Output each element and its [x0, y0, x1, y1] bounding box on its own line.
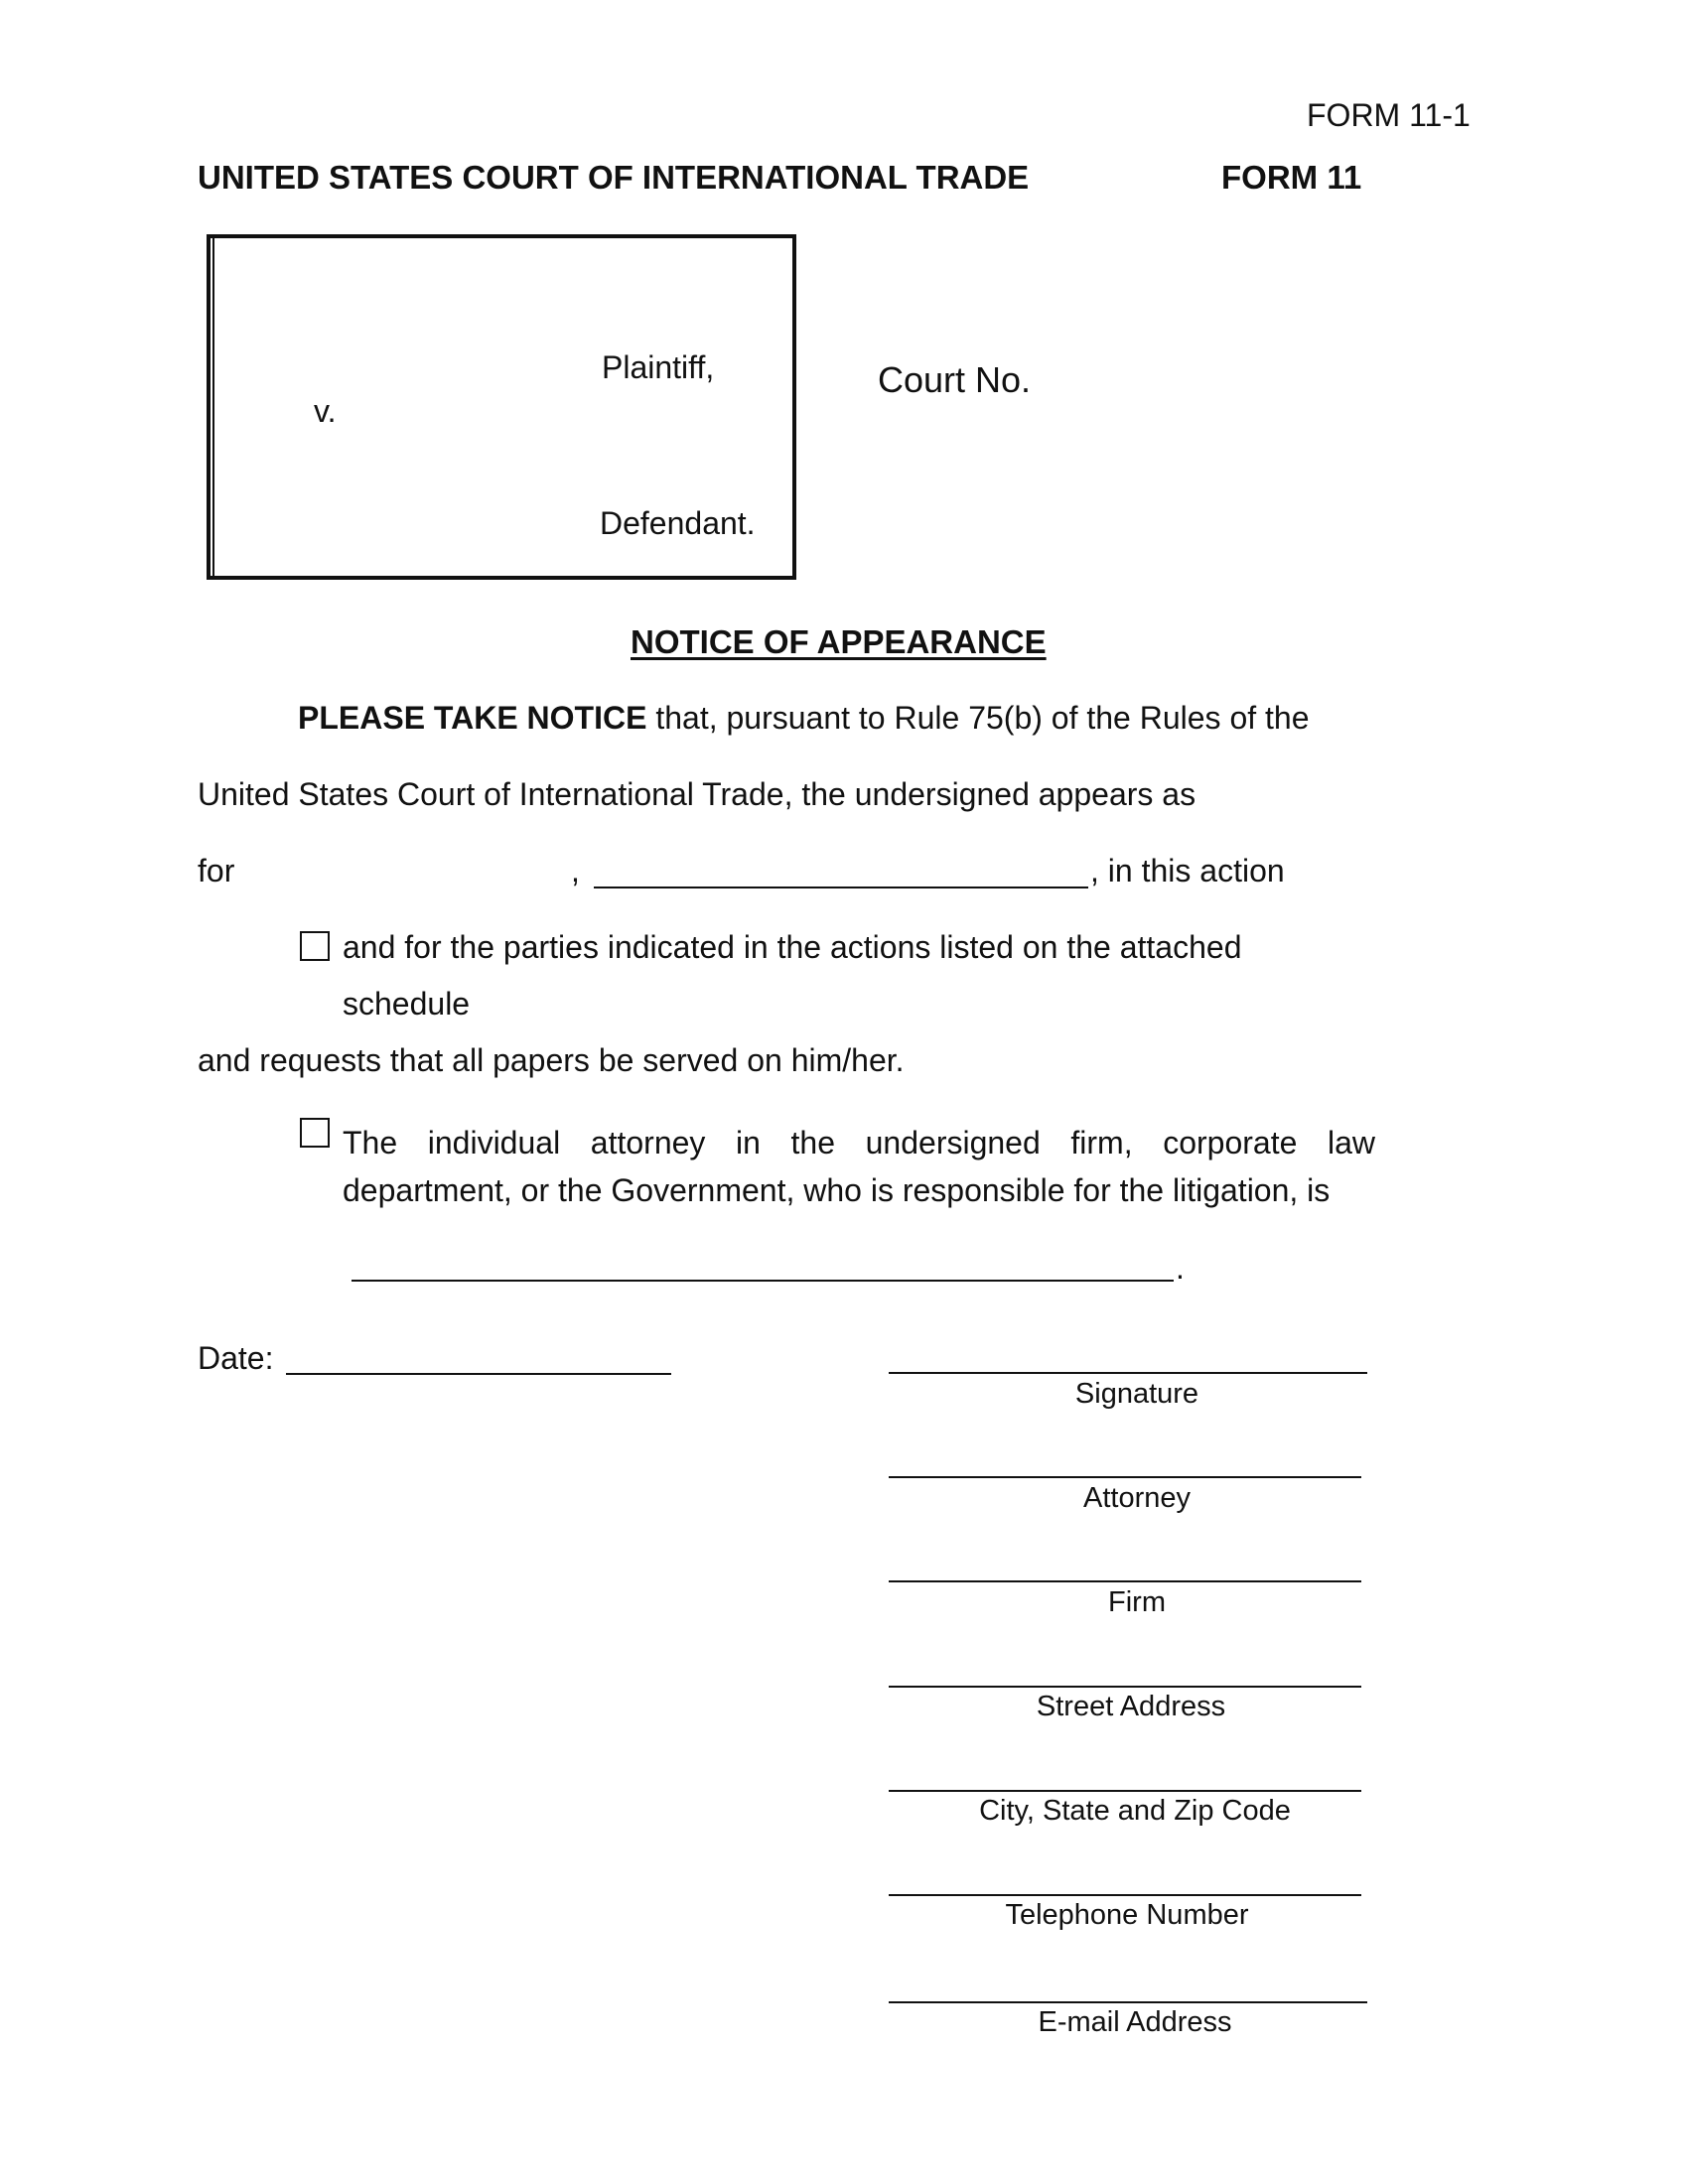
email-line[interactable] [889, 2001, 1367, 2003]
responsible-attorney-blank[interactable] [352, 1280, 1174, 1282]
firm-line[interactable] [889, 1580, 1361, 1582]
plaintiff-label: Plaintiff, [602, 349, 715, 385]
notice-line-3-comma: , [571, 853, 580, 888]
notice-line-3-for: for [198, 853, 235, 888]
notice-line-3-end: , in this action [1090, 853, 1285, 888]
firm-label: Firm [1108, 1586, 1166, 1618]
city-state-zip-label: City, State and Zip Code [979, 1795, 1291, 1827]
city-state-zip-line[interactable] [889, 1790, 1361, 1792]
notice-line-1 [298, 700, 1310, 737]
notice-lead: PLEASE TAKE NOTICE [298, 700, 647, 736]
date-blank[interactable] [286, 1373, 671, 1375]
requests-line: and requests that all papers be served on him/her. [198, 1042, 905, 1078]
form-code: FORM 11-1 [1307, 97, 1471, 133]
checkbox-2-text-b: department, or the Government, who is responsible for the litigation, is [343, 1172, 1331, 1208]
notice-line-1-rest: that, pursuant to Rule 75(b) of the Rules of the [646, 700, 1310, 736]
signature-label: Signature [1074, 1378, 1199, 1410]
responsible-attorney-checkbox[interactable] [300, 1118, 330, 1148]
attorney-label: Attorney [1083, 1482, 1191, 1514]
checkbox-2-text-a: The individual attorney in the undersigned firm, corporate law [343, 1125, 1375, 1160]
versus-label: v. [314, 393, 337, 429]
checkbox-1-text-b: schedule [343, 986, 471, 1022]
checkbox-1-text-a: and for the parties indicated in the actions listed on the attached [343, 929, 1242, 965]
notice-title: NOTICE OF APPEARANCE [631, 623, 1047, 660]
telephone-line[interactable] [889, 1894, 1361, 1896]
notice-line-2: United States Court of International Trade, the undersigned appears as [198, 776, 1196, 812]
defendant-label: Defendant. [600, 505, 756, 541]
telephone-label: Telephone Number [1005, 1899, 1249, 1931]
street-address-line[interactable] [889, 1686, 1361, 1688]
attorney-line[interactable] [889, 1476, 1361, 1478]
email-label: E-mail Address [1038, 2006, 1232, 2038]
court-title: UNITED STATES COURT OF INTERNATIONAL TRADE [198, 159, 1030, 196]
street-address-label: Street Address [1036, 1691, 1226, 1722]
date-label: Date: [198, 1340, 274, 1376]
form-number: FORM 11 [1221, 159, 1362, 196]
party-name-blank[interactable] [594, 887, 1088, 888]
attorney-line-period: . [1176, 1250, 1185, 1286]
court-no-label: Court No. [878, 359, 1032, 400]
signature-line[interactable] [889, 1372, 1367, 1374]
attached-schedule-checkbox[interactable] [300, 931, 330, 961]
